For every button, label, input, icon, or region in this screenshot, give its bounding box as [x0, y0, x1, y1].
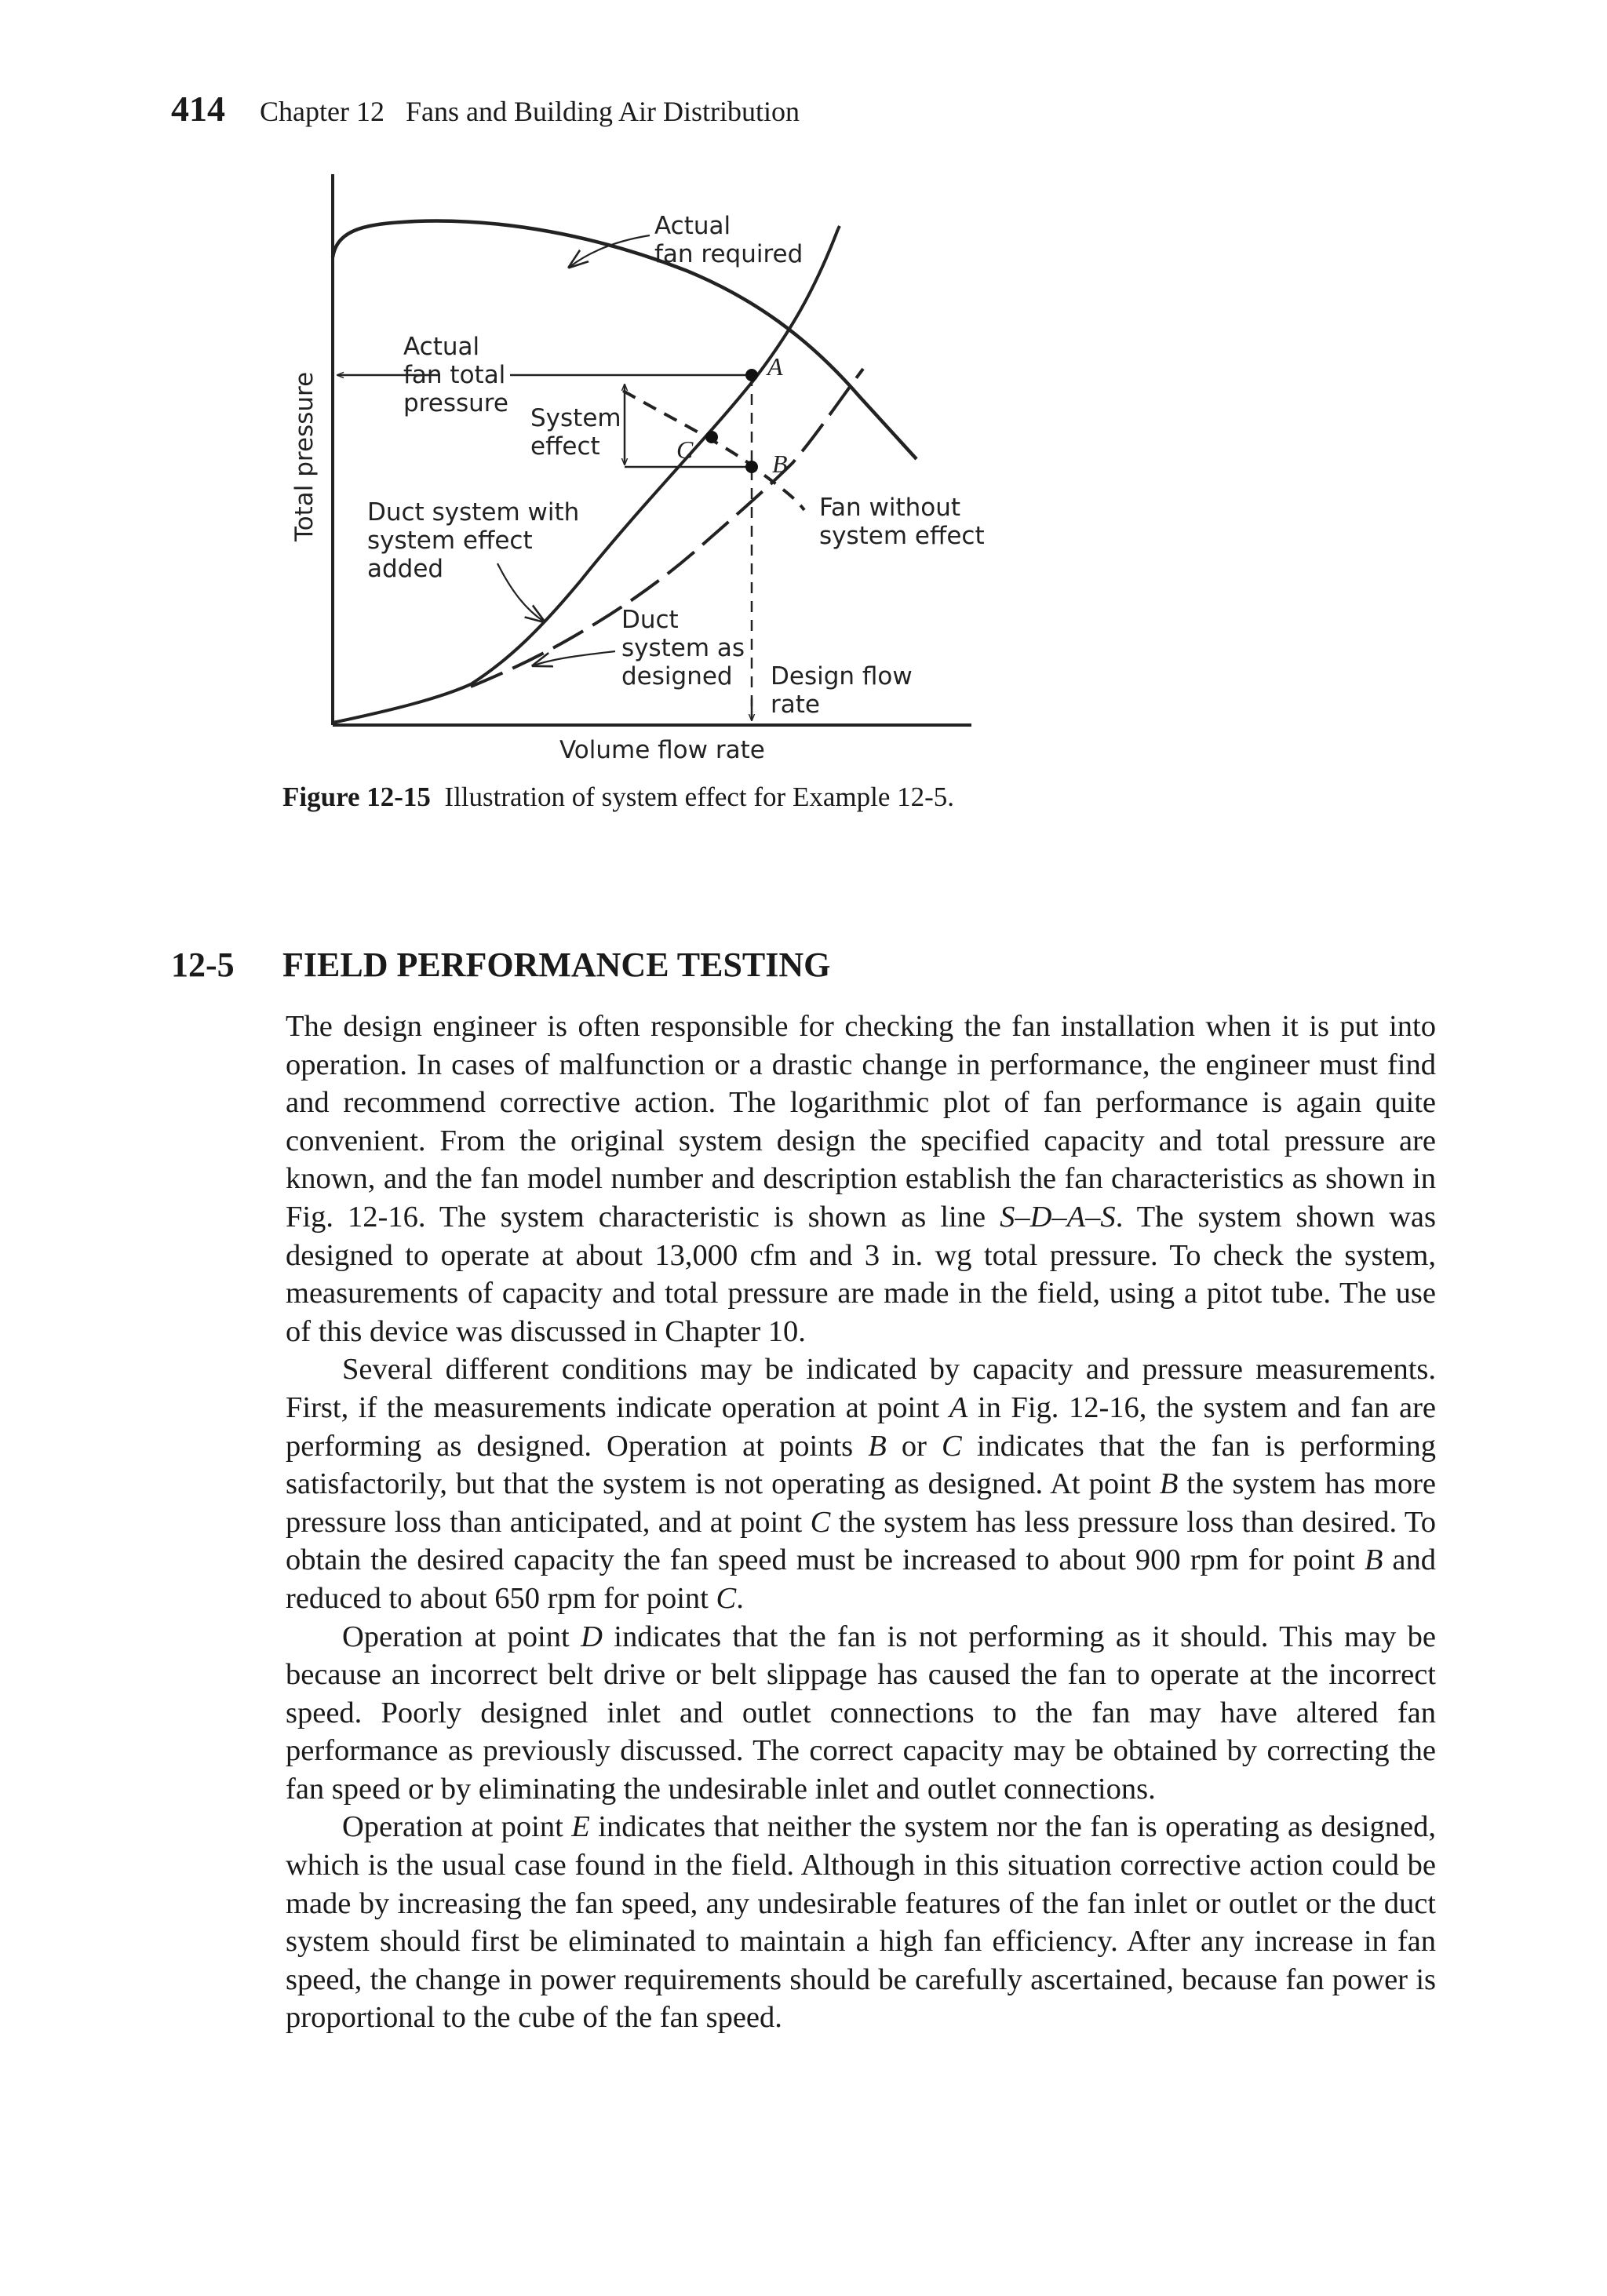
caption-label: Figure 12-15 — [282, 782, 431, 812]
text-run: C — [942, 1429, 962, 1463]
text-run: Operation at point — [342, 1810, 572, 1844]
text-run: A — [949, 1390, 968, 1424]
text-run: The design engineer is often responsible for checking the fan installation when it is put into operation. In cases of malfunction or a drastic change in performance, the engineer must find and recommend corrective action. The logarithmic plot of fan performance is again quite convenient. From the original system design the specified capacity and total pressure are known, and the fan model number and description establish the fan characteristics as shown in Fig. 12-16. The system characteristic is shown as line — [286, 1010, 1436, 1234]
text-run: the system has less pressure loss than desired. To obtain the desired capacity the fan speed must be increased to about 900 rpm for point — [286, 1505, 1436, 1577]
svg-text:fan total: fan total — [403, 361, 506, 389]
point-b-label: B — [772, 450, 788, 478]
svg-text:system as: system as — [621, 634, 745, 662]
svg-text:added: added — [367, 555, 444, 583]
y-axis-label: Total pressure — [290, 371, 319, 541]
text-run: C — [810, 1505, 831, 1539]
svg-text:Design flow: Design flow — [771, 662, 913, 691]
label-design-flow-rate — [771, 662, 913, 719]
svg-text:System: System — [530, 404, 621, 432]
leader-duct-designed — [534, 651, 615, 665]
paragraph-2 — [286, 1350, 1436, 1617]
svg-text:system effect: system effect — [819, 522, 985, 550]
svg-text:Actual: Actual — [654, 212, 731, 240]
text-run: the system has more pressure loss than anticipated, and at point — [286, 1467, 1436, 1539]
paragraph-3 — [286, 1618, 1436, 1809]
text-run: C — [716, 1581, 737, 1615]
leader-actual-fan — [570, 235, 650, 267]
paragraph-1 — [286, 1008, 1436, 1350]
section-title: FIELD PERFORMANCE TESTING — [282, 946, 831, 984]
text-run: Several different conditions may be indicated by capacity and pressure measurements. First, if the measurements indicate operation at point — [286, 1353, 1436, 1424]
point-b-dot — [745, 461, 758, 473]
section-heading — [171, 945, 830, 985]
text-run: B — [1364, 1543, 1383, 1577]
section-number: 12-5 — [171, 946, 235, 984]
svg-text:Fan without: Fan without — [819, 494, 961, 522]
text-run: B — [868, 1429, 887, 1463]
point-a-label: A — [767, 352, 783, 381]
text-run: . The system shown was designed to operate at about 13,000 cfm and 3 in. wg total pressure. To check the system, measurements of capacity and total pressure are made in the field, using a pitot tube. The use of this device was discussed in Chapter 10. — [286, 1200, 1436, 1348]
text-run: or — [886, 1429, 942, 1463]
label-duct-with-system-effect — [367, 498, 579, 583]
body-text — [286, 1008, 1436, 2037]
label-actual-fan-total-pressure — [403, 333, 508, 417]
leader-duct-effect — [497, 563, 544, 621]
point-c-dot — [705, 431, 718, 443]
svg-text:Duct: Duct — [621, 606, 679, 634]
point-c-label: C — [676, 436, 694, 464]
svg-text:designed: designed — [621, 662, 733, 691]
svg-text:fan required: fan required — [654, 240, 804, 268]
page-number: 414 — [171, 89, 225, 129]
text-run: E — [571, 1810, 590, 1844]
text-run: D — [581, 1620, 603, 1653]
svg-text:system effect: system effect — [367, 527, 533, 555]
x-axis-label: Volume flow rate — [559, 736, 765, 764]
svg-text:pressure: pressure — [403, 389, 508, 417]
text-run: indicates that neither the system nor the fan is operating as designed, which is the usual case found in the field. Although in this situation corrective action could be made by increasing the fan speed, any undesirable features of the fan inlet or outlet or the duct system should first be eliminated to maintain a high fan efficiency. After any increase in fan speed, the change in power requirements should be carefully ascertained, because fan power is proportional to the cube of the fan speed. — [286, 1810, 1436, 2035]
svg-text:effect: effect — [530, 432, 600, 461]
label-actual-fan-required — [654, 212, 803, 268]
paragraph-4 — [286, 1808, 1436, 2037]
text-run: and reduced to about 650 rpm for point — [286, 1543, 1437, 1615]
caption-text: Illustration of system effect for Example 12-5. — [444, 782, 955, 812]
label-system-effect — [530, 404, 621, 461]
text-run: in Fig. 12-16, the system and fan are performing as designed. Operation at points — [286, 1390, 1436, 1463]
text-run: . — [736, 1581, 744, 1615]
label-duct-as-designed — [621, 606, 745, 691]
svg-text:Actual: Actual — [403, 333, 480, 361]
svg-text:rate: rate — [771, 691, 820, 719]
figure-12-15 — [0, 0, 1607, 785]
label-fan-without-system-effect — [819, 494, 985, 550]
text-run: indicates that the fan is performing satisfactorily, but that the system is not operating as designed. At point — [286, 1429, 1436, 1501]
text-run: S–D–A–S — [1000, 1200, 1116, 1234]
point-a-dot — [745, 369, 758, 381]
figure-caption — [282, 782, 954, 813]
text-run: B — [1159, 1467, 1179, 1501]
svg-text:Duct system with: Duct system with — [367, 498, 580, 527]
duct-curve-with-effect — [333, 229, 838, 723]
system-effect-diagram — [0, 0, 1607, 785]
text-run: Operation at point — [342, 1620, 581, 1653]
text-run: indicates that the fan is not performing as it should. This may be because an incorrect belt drive or belt slippage has caused the fan to operate at the incorrect speed. Poorly designed inlet and outlet connections to the fan may have altered fan performance as previously discussed. The correct capacity may be obtained by correcting the fan speed or by eliminating the undesirable inlet and outlet connections. — [286, 1620, 1436, 1806]
chapter-title: Chapter 12 Fans and Building Air Distribution — [260, 96, 800, 127]
